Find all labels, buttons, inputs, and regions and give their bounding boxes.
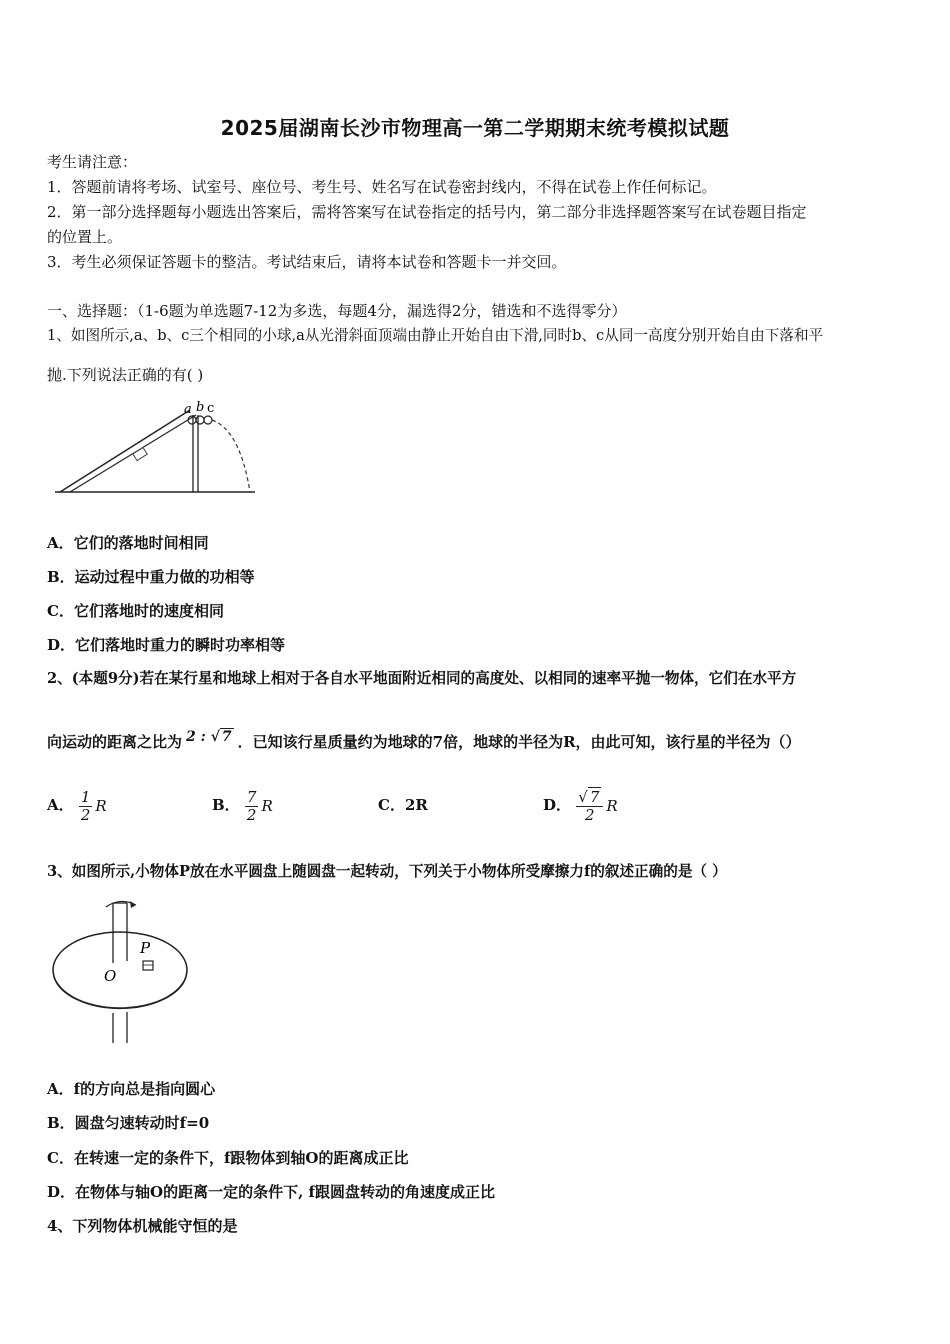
q1-option-d[interactable]: D．它们落地时重力的瞬时功率相等: [47, 636, 286, 654]
notice-item-3: 3．考生必须保证答题卡的整洁。考试结束后，请将本试卷和答题卡一并交回。: [47, 253, 567, 271]
ball-a-on-incline: [133, 447, 147, 460]
r-symbol: R: [261, 797, 273, 815]
q2-stem-line1: 2、(本题9分)若在某行星和地球上相对于各自水平地面附近相同的高度处、以相同的速率平抛一物体，它们在水平方: [47, 670, 797, 687]
r-symbol: R: [95, 797, 107, 815]
q2-option-a-label: A．: [47, 796, 74, 814]
q2-option-a[interactable]: [47, 785, 107, 826]
sqrt-radicand: 7: [589, 787, 600, 806]
sqrt-symbol: √ 7: [578, 787, 600, 806]
r-symbol: R: [606, 797, 618, 815]
q3-stem: 3、如图所示,小物体P放在水平圆盘上随圆盘一起转动，下列关于小物体所受摩擦力f的叙述正确的是（ ）: [47, 863, 727, 880]
q2-option-b[interactable]: [212, 785, 273, 826]
ball-c: [204, 416, 212, 424]
q1-option-a[interactable]: A．它们的落地时间相同: [47, 534, 209, 552]
frac-denominator: 2: [576, 806, 603, 824]
label-p: P: [140, 939, 151, 957]
q2-ratio-radicand: 7: [221, 729, 232, 745]
label-b: b: [196, 400, 205, 415]
q3-turntable-figure: [50, 895, 200, 1045]
notice-item-2-cont: 的位置上。: [47, 228, 123, 246]
rotation-arrowhead: [130, 901, 136, 908]
disc-top: [53, 932, 187, 1008]
q4-stem: 4、下列物体机械能守恒的是: [47, 1217, 238, 1235]
frac-numerator: [576, 789, 603, 806]
label-c: c: [207, 401, 215, 416]
q2-ratio: [186, 729, 234, 745]
q1-option-c[interactable]: C．它们落地时的速度相同: [47, 602, 224, 620]
q3-option-c[interactable]: C．在转速一定的条件下，f跟物体到轴O的距离成正比: [47, 1149, 409, 1167]
object-p: [143, 961, 153, 970]
label-o: O: [104, 967, 117, 985]
frac-denominator: 2: [80, 805, 91, 824]
q1-stem-line2: 抛.下列说法正确的有( ): [47, 366, 204, 384]
q2-ratio-sqrt: √ 7: [210, 729, 232, 745]
frac-denominator: 2: [246, 805, 257, 824]
ball-b: [196, 416, 204, 424]
incline-bottom-edge: [60, 410, 190, 492]
q2-option-c[interactable]: [378, 794, 428, 816]
notice-heading: 考生请注意：: [47, 153, 138, 171]
q3-option-a[interactable]: A．f的方向总是指向圆心: [47, 1080, 216, 1098]
q2-stem-line2: [47, 722, 801, 757]
notice-item-2: 2．第一部分选择题每小题选出答案后，需将答案写在试卷指定的括号内，第二部分非选择题答案写在试卷题目指定: [47, 203, 807, 221]
q2-option-a-fraction: [79, 789, 93, 824]
q2-option-c-text: 2R: [404, 796, 428, 814]
section-heading: 一、选择题：（1-6题为单选题7-12为多选，每题4分，漏选得2分，错选和不选得零分）: [47, 302, 627, 320]
q3-option-d[interactable]: D．在物体与轴O的距离一定的条件下, f跟圆盘转动的角速度成正比: [47, 1183, 495, 1201]
frac-numerator: 1: [80, 787, 91, 806]
q2-option-b-label: B．: [212, 796, 240, 814]
q2-option-d-label: D．: [543, 796, 572, 814]
q2-ratio-sep: :: [200, 729, 206, 745]
disc-edge: [53, 970, 187, 1008]
page-title: 2025届湖南长沙市物理高一第二学期期末统考模拟试题: [220, 116, 730, 140]
q2-ratio-left: 2: [186, 729, 196, 745]
projectile-path: [212, 420, 250, 492]
q2-stem-line2-pre: 向运动的距离之比为: [47, 733, 183, 751]
q2-option-d[interactable]: [543, 785, 618, 826]
q2-option-c-label: C．: [378, 796, 405, 814]
label-a: a: [184, 402, 192, 417]
q2-stem-line2-post: ．已知该行星质量约为地球的7倍，地球的半径为R，由此可知，该行星的半径为（）: [237, 733, 801, 751]
q2-option-d-fraction: [576, 789, 603, 824]
q1-incline-figure: [50, 395, 270, 500]
q2-option-b-fraction: [245, 789, 259, 824]
q1-stem-line1: 1、如图所示,a、b、c三个相同的小球,a从光滑斜面顶端由静止开始自由下滑,同时b、c从同一高度分别开始自由下落和平: [47, 327, 824, 344]
q1-option-b[interactable]: B．运动过程中重力做的功相等: [47, 568, 255, 586]
notice-item-1: 1．答题前请将考场、试室号、座位号、考生号、姓名写在试卷密封线内，不得在试卷上作任何标记。: [47, 178, 717, 196]
q3-option-b[interactable]: B．圆盘匀速转动时f=0: [47, 1114, 210, 1132]
frac-numerator: 7: [246, 787, 257, 806]
